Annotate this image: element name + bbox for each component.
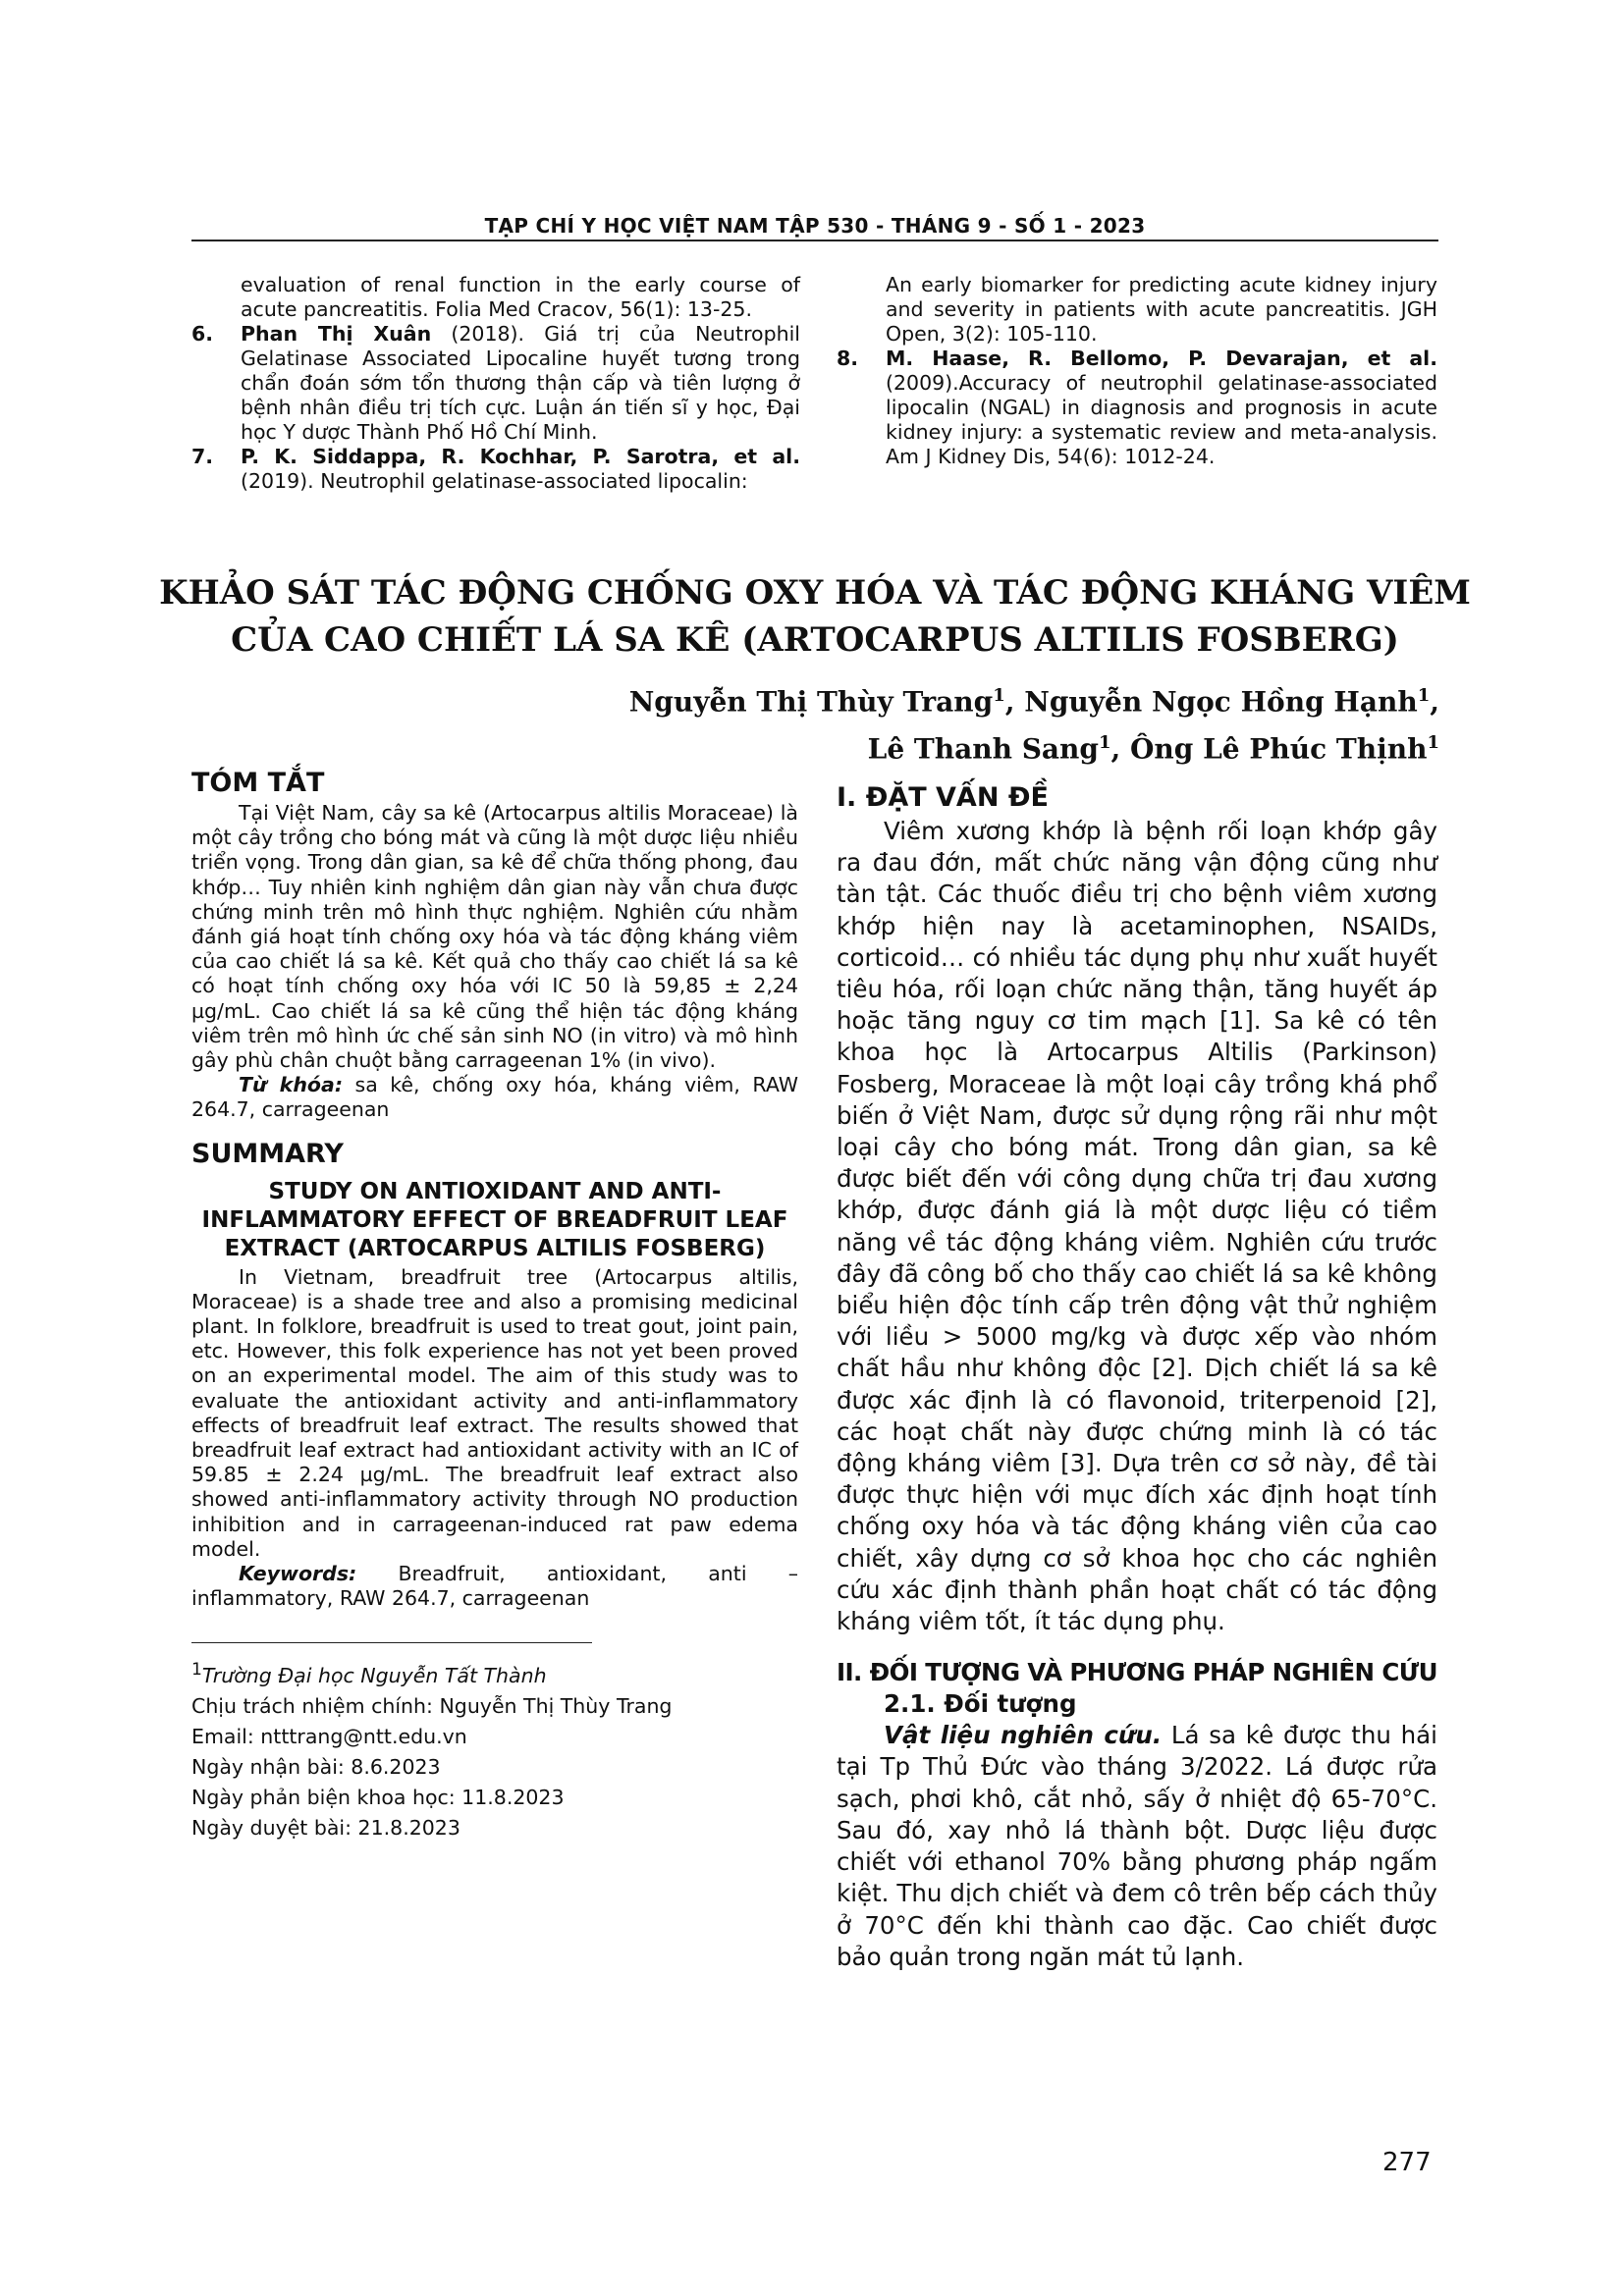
reference-authors: Phan Thị Xuân <box>241 322 432 346</box>
keywords-en <box>191 1562 798 1611</box>
affiliation-marker: 1 <box>993 685 1005 706</box>
section-2-text <box>837 1720 1437 1973</box>
journal-header: TẠP CHÍ Y HỌC VIỆT NAM TẬP 530 - THÁNG 9 - SỐ 1 - 2023 <box>484 214 1146 238</box>
references-left <box>191 273 800 494</box>
affiliation-text: Trường Đại học Nguyễn Tất Thành <box>201 1664 547 1688</box>
summary-heading: SUMMARY <box>191 1138 344 1169</box>
footnote-affiliation <box>191 1655 798 1691</box>
section-2-body: Lá sa kê được thu hái tại Tp Thủ Đức vào tháng 3/2022. Lá được rửa sạch, phơi khô, cắt nhỏ, sấy ở nhiệt độ 65-70°C. Sau đó, xay nhỏ lá thành bột. Dược liệu được chiết với ethanol 70% bằng phương pháp ngấm kiệt. Thu dịch chiết và đem cô trên bếp cách thủy ở 70°C đến khi thành cao đặc. Cao chiết được bảo quản trong ngăn mát tủ lạnh. <box>837 1721 1437 1971</box>
reference-text: (2018). Giá trị của Neutrophil Gelatinase Associated Lipocaline huyết tương trong chẩn đoán sớm tổn thương thận cấp và tiên lượng ở bệnh nhân điều trị tích cực. Luận án tiến sĩ y học, Đại học Y dược Thành Phố Hồ Chí Minh. <box>241 322 800 444</box>
affiliation-marker: 1 <box>1427 732 1439 754</box>
reference-authors: M. Haase, R. Bellomo, P. Devarajan, et al. <box>886 347 1437 370</box>
author-list <box>550 675 1439 771</box>
summary-text: In Vietnam, breadfruit tree (Artocarpus altilis, Moraceae) is a shade tree and also a promising medicinal plant. In folklore, breadfruit is used to treat gout, joint pain, etc. However, this folk experience has not yet been proved on an experimental model. The aim of this study was to evaluate the antioxidant activity and anti-inflammatory effects of breadfruit leaf extract. The results showed that breadfruit leaf extract had antioxidant activity with an IC of 59.85 ± 2.24 µg/mL. The breadfruit leaf extract also showed anti-inflammatory activity through NO production inhibition and in carrageenan-induced rat paw edema model. <box>191 1264 798 1561</box>
article-title-line-1: KHẢO SÁT TÁC ĐỘNG CHỐNG OXY HÓA VÀ TÁC ĐỘNG KHÁNG VIÊM <box>159 573 1471 613</box>
summary-title: STUDY ON ANTIOXIDANT AND ANTI-INFLAMMATORY EFFECT OF BREADFRUIT LEAF EXTRACT (ARTOCARPUS ALTILIS FOSBERG) <box>201 1178 788 1261</box>
footnote-email: Email: ntttrang@ntt.edu.vn <box>191 1725 467 1749</box>
reference-number: 8. <box>837 347 859 370</box>
reference-text: (2009).Accuracy of neutrophil gelatinase-associated lipocalin (NGAL) in diagnosis and prognosis in acute kidney injury: a systematic review and meta-analysis. Am J Kidney Dis, 54(6): 1012-24. <box>886 371 1437 468</box>
footnote-responsible: Chịu trách nhiệm chính: Nguyễn Thị Thùy Trang <box>191 1694 673 1719</box>
keywords-vi <box>191 1073 798 1122</box>
footnote-reviewed: Ngày phản biện khoa học: 11.8.2023 <box>191 1786 565 1810</box>
author-name: Nguyễn Ngọc Hồng Hạnh <box>1024 685 1418 719</box>
page-number: 277 <box>1382 2148 1432 2177</box>
footnote-accepted: Ngày duyệt bài: 21.8.2023 <box>191 1816 460 1841</box>
author-name: Nguyễn Thị Thùy Trang <box>628 685 994 719</box>
article-title <box>147 569 1483 664</box>
reference-text: An early biomarker for predicting acute kidney injury and severity in patients with acute pancreatitis. JGH Open, 3(2): 105-110. <box>886 273 1437 346</box>
abstract-heading: TÓM TẮT <box>191 768 325 798</box>
right-column <box>837 780 1437 1973</box>
section-1-heading: I. ĐẶT VẤN ĐỀ <box>837 782 1049 813</box>
references-right <box>837 273 1437 469</box>
abstract-text: Tại Việt Nam, cây sa kê (Artocarpus altilis Moraceae) là một cây trồng cho bóng mát và cũng là một dược liệu nhiều triển vọng. Trong dân gian, sa kê để chữa thống phong, đau khớp… Tuy nhiên kinh nghiệm dân gian này vẫn chưa được chứng minh trên mô hình thực nghiệm. Nghiên cứu nhằm đánh giá hoạt tính chống oxy hóa và tác động kháng viêm của cao chiết lá sa kê. Kết quả cho thấy cao chiết lá sa kê có hoạt tính chống oxy hóa với IC 50 là 59,85 ± 2,24 µg/mL. Cao chiết lá sa kê cũng thể hiện tác động kháng viêm trên mô hình ức chế sản sinh NO (in vitro) và mô hình gây phù chân chuột bằng carrageenan 1% (in vivo). <box>191 801 798 1073</box>
affiliation-marker: 1 <box>1099 732 1111 754</box>
keywords-label: Từ khóa: <box>239 1073 344 1097</box>
section-2-heading: II. ĐỐI TƯỢNG VÀ PHƯƠNG PHÁP NGHIÊN CỨU <box>837 1658 1437 1687</box>
author-line-1: Nguyễn Thị Thùy Trang$^1$, Nguyễn Ngọc Hồng Hạnh$^1$, <box>628 685 1439 719</box>
affiliation-marker: 1 <box>1417 685 1431 706</box>
reference-8 <box>837 347 1437 469</box>
reference-5-continued <box>191 273 800 322</box>
reference-text: evaluation of renal function in the early course of acute pancreatitis. Folia Med Cracov, 56(1): 13-25. <box>241 273 800 321</box>
reference-authors: P. K. Siddappa, R. Kochhar, P. Sarotra, et al. <box>241 445 800 468</box>
reference-number: 7. <box>191 445 214 468</box>
author-line-2: Lê Thanh Sang$^1$, Ông Lê Phúc Thịnh$^1$ <box>867 732 1439 766</box>
left-column <box>191 766 798 1843</box>
reference-7-continued <box>837 273 1437 347</box>
keywords-text: Breadfruit, antioxidant, anti – inflammatory, RAW 264.7, carrageenan <box>191 1562 798 1611</box>
subsection-2-1-heading: 2.1. Đối tượng <box>884 1689 1077 1719</box>
header-rule <box>191 240 1438 241</box>
article-title-line-2: CỦA CAO CHIẾT LÁ SA KÊ (ARTOCARPUS ALTILIS FOSBERG) <box>231 620 1399 660</box>
reference-text: (2019). Neutrophil gelatinase-associated lipocalin: <box>241 469 748 493</box>
keywords-text: sa kê, chống oxy hóa, kháng viêm, RAW 264.7, carrageenan <box>191 1073 798 1122</box>
reference-6 <box>191 322 800 445</box>
author-name: Lê Thanh Sang <box>867 732 1099 766</box>
footnote-rule <box>191 1642 592 1643</box>
keywords-label: Keywords: <box>239 1562 357 1586</box>
author-name: Ông Lê Phúc Thịnh <box>1130 732 1428 766</box>
reference-number: 6. <box>191 322 214 346</box>
reference-7 <box>191 445 800 494</box>
footnote-received: Ngày nhận bài: 8.6.2023 <box>191 1755 441 1780</box>
section-1-text: Viêm xương khớp là bệnh rối loạn khớp gây ra đau đớn, mất chức năng vận động cũng như tàn tật. Các thuốc điều trị cho bệnh viêm xương khớp hiện nay là acetaminophen, NSAIDs, corticoid… có nhiều tác dụng phụ như xuất huyết tiêu hóa, rối loạn chức năng thận, tăng huyết áp hoặc tăng nguy cơ tim mạch [1]. Sa kê có tên khoa học là Artocarpus Altilis (Parkinson) Fosberg, Moraceae là một loại cây trồng khá phổ biến ở Việt Nam, được sử dụng rộng rãi như một loại cây cho bóng mát. Trong dân gian, sa kê được biết đến với công dụng chữa trị đau xương khớp, được đánh giá là một dược liệu có tiềm năng về tác động kháng viêm. Nghiên cứu trước đây đã công bố cho thấy cao chiết lá sa kê không biểu hiện độc tính cấp trên động vật thử nghiệm với liều > 5000 mg/kg và được xếp vào nhóm chất hầu như không độc [2]. Dịch chiết lá sa kê được xác định là có flavonoid, triterpenoid [2], các hoạt chất này được chứng minh là có tác động kháng viêm [3]. Dựa trên cơ sở này, đề tài được thực hiện với mục đích xác định hoạt tính chống oxy hóa và tác động kháng viên của cao chiết, xây dựng cơ sở khoa học cho các nghiên cứu xác định thành phần hoạt chất có tác động kháng viêm tốt, ít tác dụng phụ. <box>837 817 1437 1636</box>
affiliation-marker: 1 <box>191 1660 202 1681</box>
lead-label: Vật liệu nghiên cứu. <box>884 1721 1163 1750</box>
